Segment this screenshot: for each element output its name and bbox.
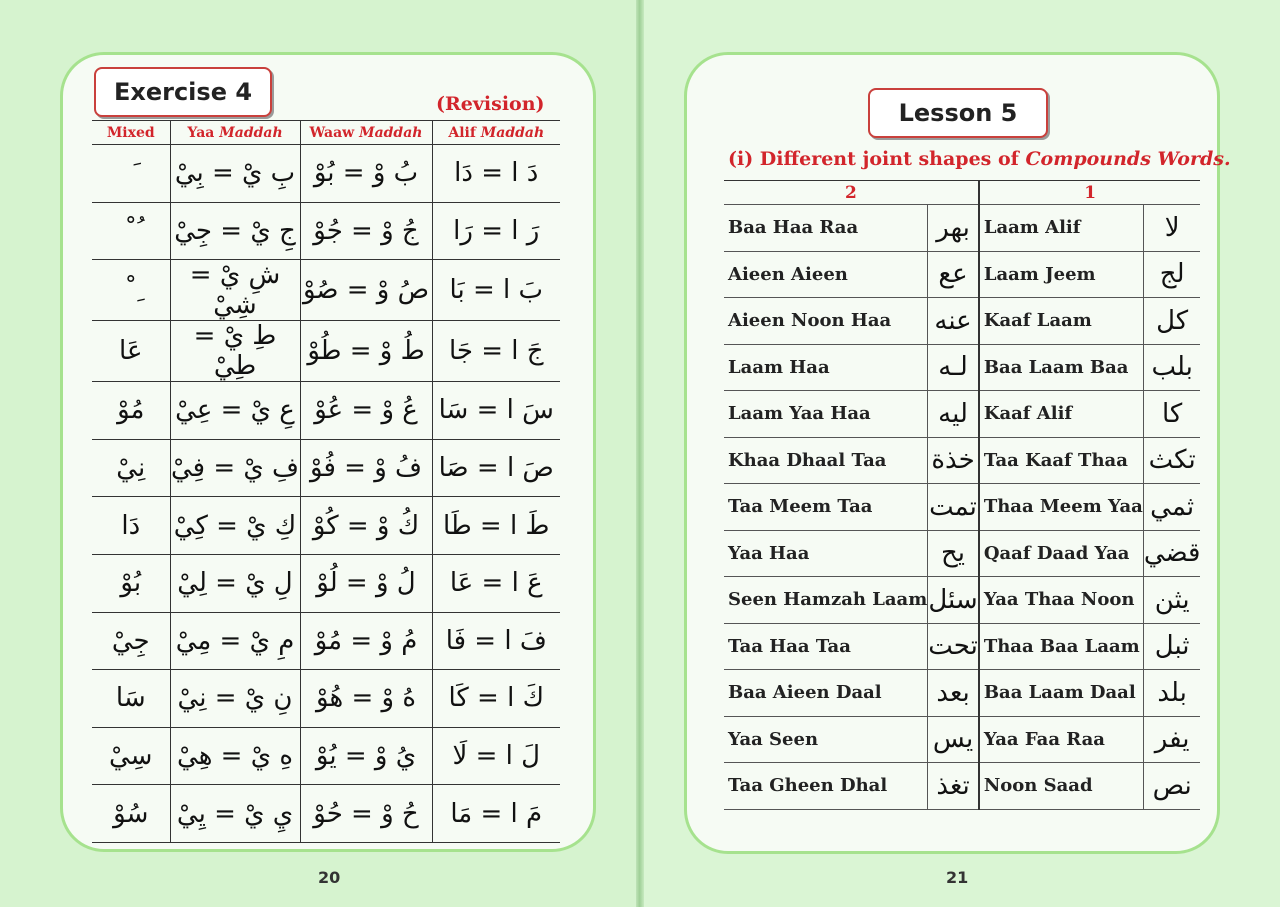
table-row bbox=[92, 497, 560, 555]
column-2-header: 2 bbox=[724, 181, 979, 205]
alif-maddah-cell: كَ ا = كَا bbox=[432, 670, 560, 728]
waaw-maddah-cell: حُ وْ = حُوْ bbox=[300, 785, 432, 843]
waaw-maddah-cell: فُ وْ = فُوْ bbox=[300, 439, 432, 497]
transliteration-cell: Baa Aieen Daal bbox=[724, 670, 928, 717]
arabic-cell: كل bbox=[1143, 298, 1200, 345]
table-row bbox=[92, 321, 560, 382]
alif-maddah-cell: عَ ا = عَا bbox=[432, 554, 560, 612]
transliteration-cell: Thaa Baa Laam bbox=[979, 623, 1144, 670]
arabic-cell: ليه bbox=[928, 391, 979, 438]
transliteration-cell: Baa Haa Raa bbox=[724, 205, 928, 252]
mixed-cell: ِ ْ bbox=[92, 260, 170, 321]
transliteration-cell: Yaa Haa bbox=[724, 530, 928, 577]
arabic-cell: ثمي bbox=[1143, 484, 1200, 531]
alif-maddah-cell: صَ ا = صَا bbox=[432, 439, 560, 497]
arabic-cell: يس bbox=[928, 716, 979, 763]
table-row bbox=[724, 623, 1200, 670]
waaw-maddah-cell: عُ وْ = عُوْ bbox=[300, 382, 432, 440]
waaw-maddah-cell: هُ وْ = هُوْ bbox=[300, 670, 432, 728]
mixed-cell: مُوْ bbox=[92, 382, 170, 440]
transliteration-cell: Noon Saad bbox=[979, 763, 1144, 810]
table-row bbox=[92, 382, 560, 440]
arabic-cell: بعد bbox=[928, 670, 979, 717]
arabic-cell: بلد bbox=[1143, 670, 1200, 717]
arabic-cell: يح bbox=[928, 530, 979, 577]
table-row bbox=[92, 727, 560, 785]
table-row bbox=[92, 785, 560, 843]
yaa-maddah-cell: فِ يْ = فِيْ bbox=[170, 439, 300, 497]
table-row bbox=[724, 251, 1200, 298]
transliteration-cell: Yaa Faa Raa bbox=[979, 716, 1144, 763]
header-alif-maddah: Alif Maddah bbox=[432, 121, 560, 145]
yaa-maddah-cell: جِ يْ = جِيْ bbox=[170, 202, 300, 260]
table-row bbox=[92, 554, 560, 612]
table-row bbox=[724, 577, 1200, 624]
header-yaa-maddah: Yaa Maddah bbox=[170, 121, 300, 145]
waaw-maddah-cell: جُ وْ = جُوْ bbox=[300, 202, 432, 260]
arabic-cell: يثن bbox=[1143, 577, 1200, 624]
arabic-cell: يفر bbox=[1143, 716, 1200, 763]
arabic-cell: تمت bbox=[928, 484, 979, 531]
transliteration-cell: Laam Haa bbox=[724, 344, 928, 391]
waaw-maddah-cell: لُ وْ = لُوْ bbox=[300, 554, 432, 612]
transliteration-cell: Taa Kaaf Thaa bbox=[979, 437, 1144, 484]
arabic-cell: ثبل bbox=[1143, 623, 1200, 670]
transliteration-cell: Baa Laam Daal bbox=[979, 670, 1144, 717]
transliteration-cell: Kaaf Alif bbox=[979, 391, 1144, 438]
alif-maddah-cell: فَ ا = فَا bbox=[432, 612, 560, 670]
table-row bbox=[92, 670, 560, 728]
transliteration-cell: Qaaf Daad Yaa bbox=[979, 530, 1144, 577]
transliteration-cell: Thaa Meem Yaa bbox=[979, 484, 1144, 531]
transliteration-cell: Yaa Seen bbox=[724, 716, 928, 763]
yaa-maddah-cell: عِ يْ = عِيْ bbox=[170, 382, 300, 440]
table-row bbox=[92, 202, 560, 260]
transliteration-cell: Kaaf Laam bbox=[979, 298, 1144, 345]
mixed-cell: سِيْ bbox=[92, 727, 170, 785]
arabic-cell: لـه bbox=[928, 344, 979, 391]
arabic-cell: خذة bbox=[928, 437, 979, 484]
table-row bbox=[724, 670, 1200, 717]
yaa-maddah-cell: هِ يْ = هِيْ bbox=[170, 727, 300, 785]
yaa-maddah-cell: شِ يْ = شِيْ bbox=[170, 260, 300, 321]
mixed-cell: نِيْ bbox=[92, 439, 170, 497]
transliteration-cell: Taa Haa Taa bbox=[724, 623, 928, 670]
exercise-title: Exercise 4 bbox=[94, 67, 272, 117]
transliteration-cell: Taa Meem Taa bbox=[724, 484, 928, 531]
arabic-cell: تغذ bbox=[928, 763, 979, 810]
alif-maddah-cell: بَ ا = بَا bbox=[432, 260, 560, 321]
table-row bbox=[724, 298, 1200, 345]
transliteration-cell: Aieen Noon Haa bbox=[724, 298, 928, 345]
mixed-cell: ُ ْ bbox=[92, 202, 170, 260]
column-1-header: 1 bbox=[979, 181, 1201, 205]
book-spine bbox=[636, 0, 644, 907]
yaa-maddah-cell: مِ يْ = مِيْ bbox=[170, 612, 300, 670]
mixed-cell: عَا bbox=[92, 321, 170, 382]
yaa-maddah-cell: بِ يْ = بِيْ bbox=[170, 145, 300, 203]
transliteration-cell: Laam Jeem bbox=[979, 251, 1144, 298]
arabic-cell: تحت bbox=[928, 623, 979, 670]
yaa-maddah-cell: يِ يْ = يِيْ bbox=[170, 785, 300, 843]
lesson-table bbox=[724, 180, 1200, 810]
yaa-maddah-cell: طِ يْ = طِيْ bbox=[170, 321, 300, 382]
lesson-header-row bbox=[724, 181, 1200, 205]
waaw-maddah-cell: مُ وْ = مُوْ bbox=[300, 612, 432, 670]
table-row bbox=[724, 437, 1200, 484]
exercise-header-row bbox=[92, 121, 560, 145]
table-row bbox=[92, 439, 560, 497]
transliteration-cell: Aieen Aieen bbox=[724, 251, 928, 298]
page-number-left: 20 bbox=[318, 868, 341, 887]
arabic-cell: كا bbox=[1143, 391, 1200, 438]
alif-maddah-cell: رَ ا = رَا bbox=[432, 202, 560, 260]
transliteration-cell: Baa Laam Baa bbox=[979, 344, 1144, 391]
table-row bbox=[92, 145, 560, 203]
mixed-cell: بُوْ bbox=[92, 554, 170, 612]
revision-label: (Revision) bbox=[436, 93, 545, 115]
table-row bbox=[724, 205, 1200, 252]
arabic-cell: بهر bbox=[928, 205, 979, 252]
mixed-cell: دَا bbox=[92, 497, 170, 555]
table-row bbox=[724, 530, 1200, 577]
waaw-maddah-cell: صُ وْ = صُوْ bbox=[300, 260, 432, 321]
arabic-cell: بلب bbox=[1143, 344, 1200, 391]
alif-maddah-cell: دَ ا = دَا bbox=[432, 145, 560, 203]
arabic-cell: لا bbox=[1143, 205, 1200, 252]
table-row bbox=[724, 716, 1200, 763]
arabic-cell: سئل bbox=[928, 577, 979, 624]
waaw-maddah-cell: طُ وْ = طُوْ bbox=[300, 321, 432, 382]
waaw-maddah-cell: بُ وْ = بُوْ bbox=[300, 145, 432, 203]
yaa-maddah-cell: كِ يْ = كِيْ bbox=[170, 497, 300, 555]
alif-maddah-cell: مَ ا = مَا bbox=[432, 785, 560, 843]
alif-maddah-cell: سَ ا = سَا bbox=[432, 382, 560, 440]
mixed-cell: جِيْ bbox=[92, 612, 170, 670]
table-row bbox=[92, 260, 560, 321]
mixed-cell bbox=[92, 145, 170, 203]
table-row bbox=[724, 763, 1200, 810]
lesson-subtitle: (i) Different joint shapes of Compounds Words. bbox=[728, 148, 1231, 170]
transliteration-cell: Yaa Thaa Noon bbox=[979, 577, 1144, 624]
mixed-cell: سَا bbox=[92, 670, 170, 728]
arabic-cell: نص bbox=[1143, 763, 1200, 810]
transliteration-cell: Laam Yaa Haa bbox=[724, 391, 928, 438]
table-row bbox=[724, 484, 1200, 531]
yaa-maddah-cell: لِ يْ = لِيْ bbox=[170, 554, 300, 612]
arabic-cell: قضي bbox=[1143, 530, 1200, 577]
arabic-cell: عع bbox=[928, 251, 979, 298]
mixed-cell: سُوْ bbox=[92, 785, 170, 843]
alif-maddah-cell: طَ ا = طَا bbox=[432, 497, 560, 555]
page-number-right: 21 bbox=[946, 868, 969, 887]
table-row bbox=[724, 344, 1200, 391]
alif-maddah-cell: جَ ا = جَا bbox=[432, 321, 560, 382]
transliteration-cell: Khaa Dhaal Taa bbox=[724, 437, 928, 484]
table-row bbox=[724, 391, 1200, 438]
exercise-table bbox=[92, 120, 560, 843]
arabic-cell: لج bbox=[1143, 251, 1200, 298]
waaw-maddah-cell: يُ وْ = يُوْ bbox=[300, 727, 432, 785]
arabic-cell: عنه bbox=[928, 298, 979, 345]
transliteration-cell: Laam Alif bbox=[979, 205, 1144, 252]
waaw-maddah-cell: كُ وْ = كُوْ bbox=[300, 497, 432, 555]
arabic-cell: تكث bbox=[1143, 437, 1200, 484]
alif-maddah-cell: لَ ا = لَا bbox=[432, 727, 560, 785]
header-mixed: Mixed bbox=[92, 121, 170, 145]
transliteration-cell: Taa Gheen Dhal bbox=[724, 763, 928, 810]
lesson-title: Lesson 5 bbox=[868, 88, 1048, 138]
transliteration-cell: Seen Hamzah Laam bbox=[724, 577, 928, 624]
yaa-maddah-cell: نِ يْ = نِيْ bbox=[170, 670, 300, 728]
table-row bbox=[92, 612, 560, 670]
header-waaw-maddah: Waaw Maddah bbox=[300, 121, 432, 145]
